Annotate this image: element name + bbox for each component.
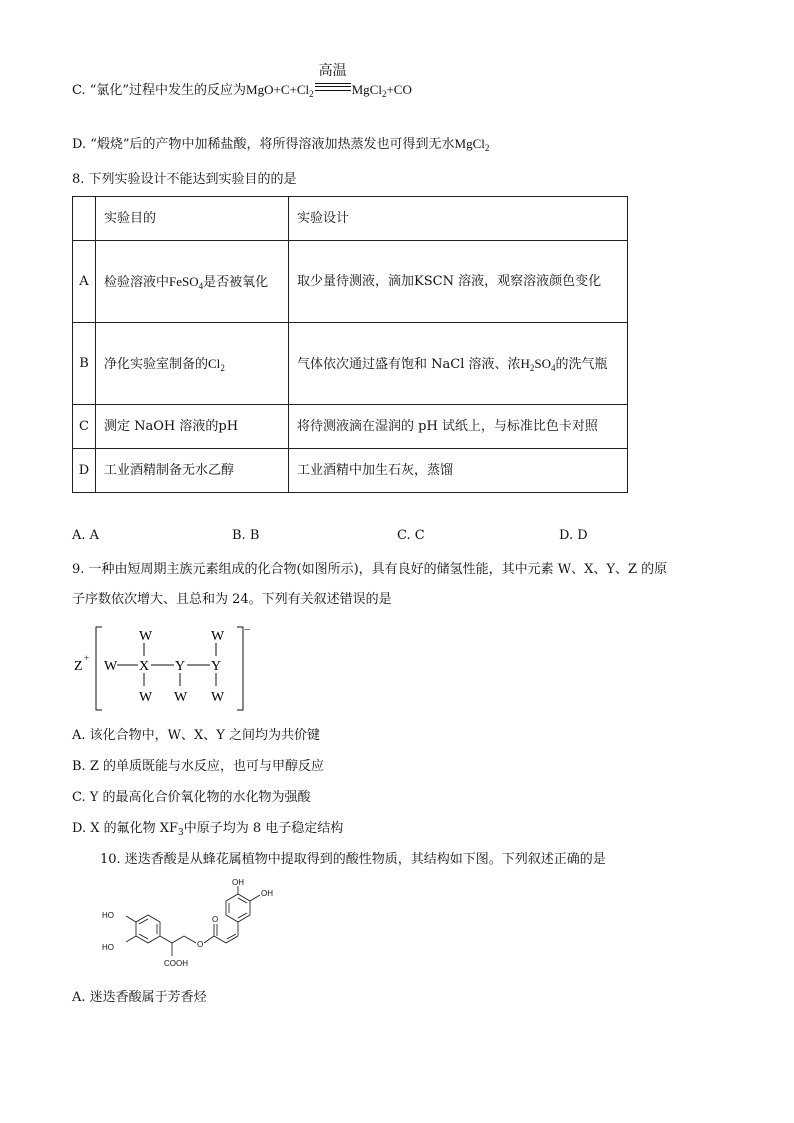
bond <box>204 936 214 943</box>
label-oh-top: OH <box>232 878 244 887</box>
bond <box>172 936 184 943</box>
structure-svg <box>72 624 262 714</box>
reaction-condition: 高温 <box>318 64 347 79</box>
q9-option-a: A. 该化合物中，W、X、Y 之间均为共价键 <box>72 728 320 743</box>
row-design: 工业酒精中加生石灰，蒸馏 <box>289 449 628 493</box>
q8-option-c: C. C <box>397 528 425 543</box>
reaction-arrow <box>314 64 352 100</box>
label-carbonyl-o: O <box>212 915 219 924</box>
label-oh-right: OH <box>261 889 273 898</box>
q7-option-d: D. “煅烧”后的产物中加稀盐酸，将所得溶液加热蒸发也可得到无水MgCl$_2$ <box>72 136 490 153</box>
q8-options <box>72 528 632 548</box>
bond <box>160 936 172 943</box>
row-key: C <box>73 405 96 449</box>
table-row <box>73 323 628 405</box>
bond <box>214 936 226 943</box>
q8-option-d: D. D <box>559 528 588 543</box>
q10-option-a: A. 迷迭香酸属于芳香烃 <box>72 990 207 1005</box>
row-aim: 检验溶液中FeSO$_4$是否被氧化 <box>96 241 289 323</box>
q8-stem: 8. 下列实验设计不能达到实验目的的是 <box>72 172 297 187</box>
row-design: 气体依次通过盛有饱和 NaCl 溶液、浓$H_2SO_4$的洗气瓶 <box>289 323 628 405</box>
table-header-row <box>73 197 628 241</box>
q7-option-c <box>72 64 412 101</box>
cation-symbol: Z <box>74 659 83 674</box>
row-key: D <box>73 449 96 493</box>
atom-x: X <box>139 659 150 674</box>
q7-option-c-text: C. “氯化”过程中发生的反应为 <box>72 83 247 98</box>
atom-w: W <box>174 690 188 705</box>
q9-structure-diagram <box>72 624 262 714</box>
q9-option-b: B. Z 的单质既能与水反应，也可与甲醇反应 <box>72 759 324 774</box>
molecule-svg <box>96 878 296 978</box>
equal-sign-icon <box>315 83 351 91</box>
q8-option-a: A. A <box>72 528 100 543</box>
q10-stem: 10. 迷迭香酸是从蜂花属植物中提取得到的酸性物质，其结构如下图。下列叙述正确的是 <box>100 852 606 867</box>
bond <box>126 936 136 942</box>
label-ester-o: O <box>197 940 204 949</box>
q9-stem-line1: 9. 一种由短周期主族元素组成的化合物(如图所示)，具有良好的储氢性能，其中元素 W、X、Y、Z 的原 <box>72 562 668 577</box>
q9-stem-line2: 子序数依次增大、且总和为 24。下列有关叙述错误的是 <box>72 592 392 607</box>
bond <box>250 895 260 901</box>
atom-y2: Y <box>211 659 222 674</box>
atom-w: W <box>211 629 225 644</box>
q9-option-c: C. Y 的最高化合价氧化物的水化物为强酸 <box>72 790 311 805</box>
label-cooh: COOH <box>164 959 188 968</box>
atom-w: W <box>139 690 153 705</box>
atom-w: W <box>139 629 153 644</box>
bond <box>126 916 136 922</box>
bond <box>184 936 196 943</box>
table-row <box>73 449 628 493</box>
table-header-aim: 实验目的 <box>96 197 289 241</box>
q9-option-d: D. X 的氟化物 $XF_3$中原子均为 8 电子稳定结构 <box>72 821 344 838</box>
table-row <box>73 241 628 323</box>
bond <box>226 936 238 943</box>
q7-d-formula: MgCl$_2$ <box>454 136 490 153</box>
atom-w: W <box>211 690 225 705</box>
row-aim: 净化实验室制备的$Cl_2$ <box>96 323 289 405</box>
table-header-design: 实验设计 <box>289 197 628 241</box>
q8-option-b: B. B <box>232 528 260 543</box>
right-bracket <box>237 627 243 710</box>
left-bracket <box>96 627 102 710</box>
table-cell <box>73 197 96 241</box>
q7-equation: $MgO+C+Cl_2$ 高温 MgCl$_2$+CO <box>246 64 412 99</box>
row-key: A <box>73 241 96 323</box>
cation-charge: + <box>84 653 90 663</box>
atom-y1: Y <box>175 659 186 674</box>
row-design: 取少量待测液，滴加KSCN 溶液，观察溶液颜色变化 <box>289 241 628 323</box>
row-key: B <box>73 323 96 405</box>
row-aim: 测定 NaOH 溶液的pH <box>96 405 289 449</box>
row-aim: 工业酒精制备无水乙醇 <box>96 449 289 493</box>
anion-charge: − <box>244 624 251 636</box>
label-ho-top: HO <box>102 911 114 920</box>
atom-w-left: W <box>104 659 118 674</box>
row-design: 将待测液滴在湿润的 pH 试纸上，与标准比色卡对照 <box>289 405 628 449</box>
q10-rosmarinic-acid-structure <box>96 878 296 978</box>
table-row <box>73 405 628 449</box>
q8-table <box>72 196 628 493</box>
label-ho-bottom: HO <box>102 943 114 952</box>
